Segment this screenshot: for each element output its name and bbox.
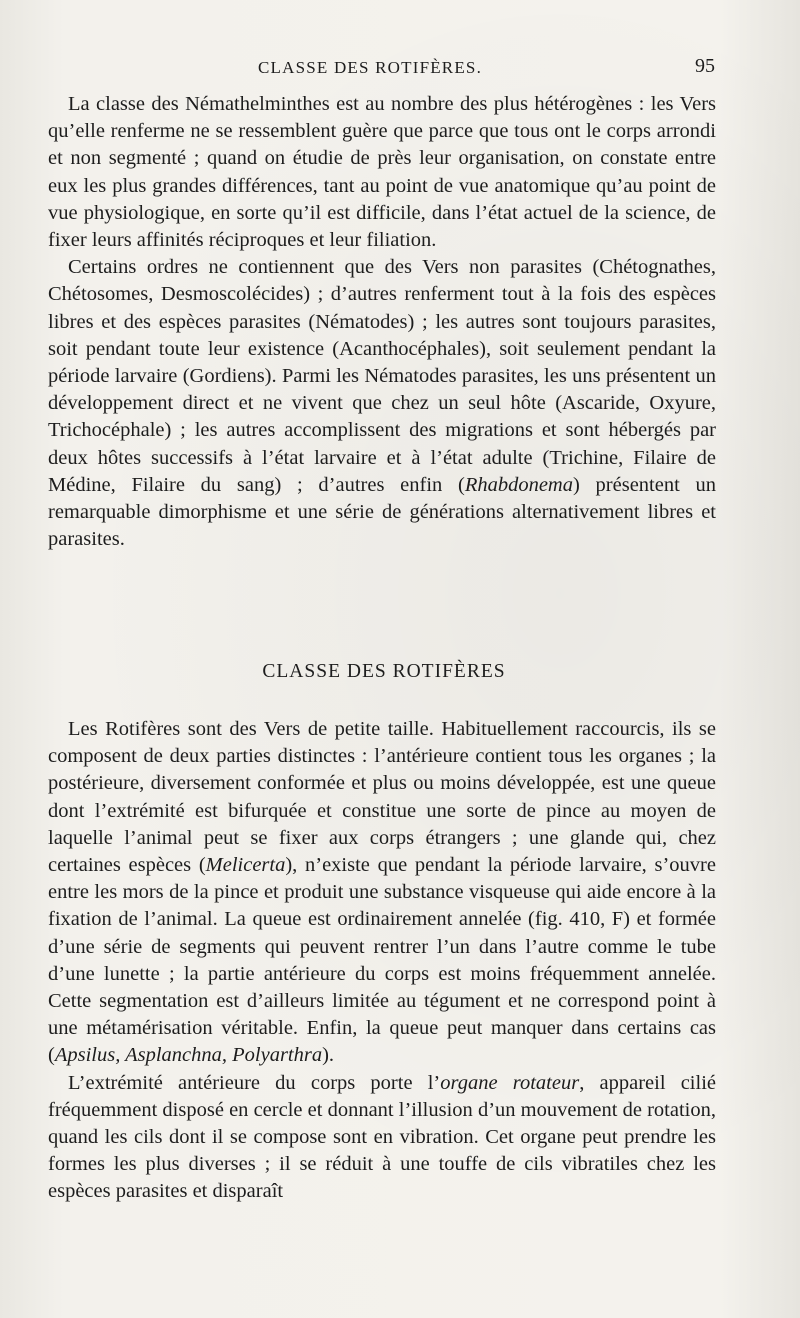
genus-names: Apsilus, Asplanchna, Polyarthra [54, 1044, 323, 1067]
paragraph-text: ). [322, 1044, 335, 1067]
term-organe-rotateur: organe rotateur [440, 1071, 580, 1094]
section-heading [0, 661, 800, 683]
paragraph-nemathelminthes-orders [48, 254, 716, 553]
paragraph-text: Les Rotifères sont des Vers de petite taille. Habituellement raccourcis, ils se composent de deux parties distinctes : l’antérieure contient tous les organes ; la postérieure, diversement conformée et plus ou moins développée, est une queue dont l’extrémité est bifurquée et constitue une sorte de pince au moyen de laquelle l’animal peut se fixer aux corps étrangers ; une glande qui, chez certaines espèces ( [48, 718, 716, 877]
paragraph-text: L’extrémité antérieure du corps porte l’ [68, 1071, 441, 1094]
running-title: CLASSE DES ROTIFÈRES. [258, 58, 483, 77]
genus-name: Melicerta [205, 854, 286, 877]
paragraph-text: ), n’existe que pendant la période larvaire, s’ouvre entre les mors de la pince et produit une substance visqueuse qui aide encore à la fixation de l’animal. La queue est ordinairement annelée (fig. 410, F) et formée d’une série de segments qui peuvent rentrer l’un dans l’autre comme le tube d’une lunette ; la partie antérieure du corps est moins fréquemment annelée. Cette segmentation est d’ailleurs limitée au tégument et ne correspond point à une métamérisation véritable. Enfin, la queue peut manquer dans certains cas ( [48, 854, 716, 1067]
paragraph-text: ) présentent un remarquable dimorphisme et une série de générations alternativement libres et parasites. [48, 473, 716, 551]
paragraph-text: , appareil cilié fréquemment disposé en cercle et donnant l’illusion d’un mouvement de rotation, quand les cils dont il se compose sont en vibration. Cet organe peut prendre les formes les plus diverses ; il se réduit à une touffe de cils vibratiles chez les espèces parasites et disparaît [48, 1071, 716, 1203]
paragraph-rotiferes-morphology [48, 716, 716, 1070]
paragraph-organe-rotateur [48, 1070, 716, 1206]
genus-name: Rhabdonema [464, 473, 573, 496]
paragraph-text: Certains ordres ne contiennent que des Vers non parasites (Chétognathes, Chétosomes, Desmoscolécides) ; d’autres renferment tout à la fois des espèces libres et des espèces parasites (Nématodes) ; les autres sont toujours parasites, soit pendant toute leur existence (Acanthocéphales), soit seulement pendant la période larvaire (Gordiens). Parmi les Nématodes parasites, les uns présentent un développement direct et ne vivent que chez un seul hôte (Ascaride, Oxyure, Trichocéphale) ; les autres accomplissent des migrations et sont hébergés par deux hôtes successifs à l’état larvaire et à l’état adulte (Trichine, Filaire de Médine, Filaire du sang) ; d’autres enfin ( [48, 256, 716, 496]
page-number: 95 [695, 55, 715, 77]
rotiferes-text-block [48, 716, 716, 1206]
intro-text-block [48, 91, 716, 553]
section-heading-text: CLASSE DES ROTIFÈRES [262, 661, 506, 682]
running-head [0, 55, 800, 85]
paragraph-nemathelminthes-overview: La classe des Némathelminthes est au nombre des plus hétérogènes : les Vers qu’elle renferme ne se ressemblent guère que parce que tous ont le corps arrondi et non segmenté ; quand on étudie de près leur organisation, on constate entre eux les plus grandes différences, tant au point de vue anatomique qu’au point de vue physiologique, en sorte qu’il est difficile, dans l’état actuel de la science, de fixer leurs affinités réciproques et leur filiation. [48, 93, 716, 252]
